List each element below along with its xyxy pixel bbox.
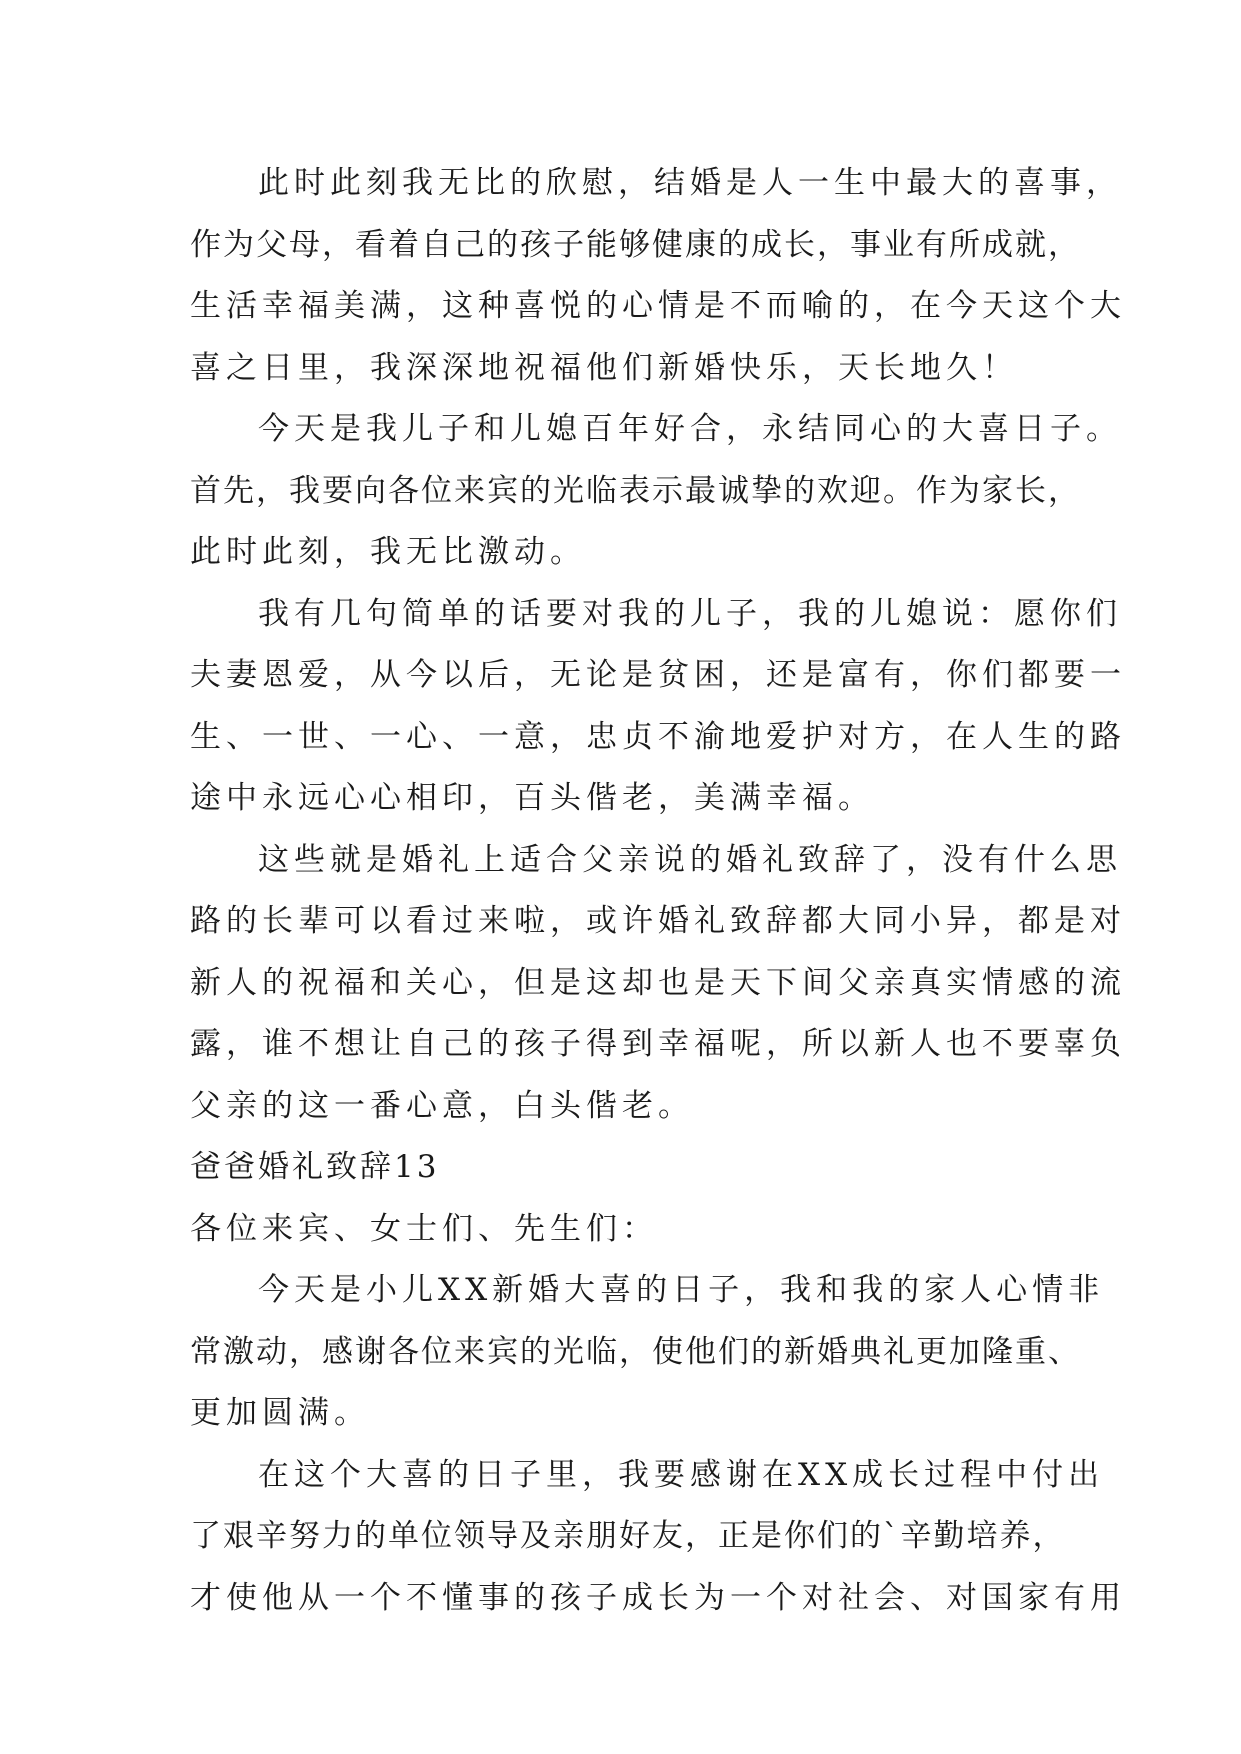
text-line: 夫妻恩爱，从今以后，无论是贫困，还是富有，你们都要一 <box>190 657 1126 693</box>
section-heading: 爸爸婚礼致辞13 <box>190 1149 440 1185</box>
document-body <box>190 153 1126 1629</box>
text-line: 今天是我儿子和儿媳百年好合，永结同心的大喜日子。 <box>258 411 1122 447</box>
salutation-line: 各位来宾、女士们、先生们： <box>190 1210 658 1247</box>
text-line: 露，谁不想让自己的孩子得到幸福呢，所以新人也不要辜负 <box>190 1026 1126 1062</box>
text-line: 这些就是婚礼上适合父亲说的婚礼致辞了，没有什么思 <box>258 841 1122 878</box>
text-line: 途中永远心心相印，百头偕老，美满幸福。 <box>190 780 874 816</box>
text-line: 才使他从一个不懂事的孩子成长为一个对社会、对国家有用 <box>190 1579 1126 1616</box>
text-line: 在这个大喜的日子里，我要感谢在XX成长过程中付出 <box>258 1456 1105 1493</box>
text-line: 更加圆满。 <box>190 1395 370 1431</box>
text-line: 父亲的这一番心意，白头偕老。 <box>190 1087 694 1124</box>
text-line: 路的长辈可以看过来啦，或许婚礼致辞都大同小异，都是对 <box>190 903 1126 939</box>
text-line: 此时此刻，我无比激动。 <box>190 534 586 570</box>
text-line: 首先，我要向各位来宾的光临表示最诚挚的欢迎。作为家长， <box>190 472 1081 509</box>
text-line: 今天是小儿XX新婚大喜的日子，我和我的家人心情非 <box>258 1272 1105 1308</box>
text-line: 此时此刻我无比的欣慰，结婚是人一生中最大的喜事， <box>258 165 1122 201</box>
text-line: 我有几句简单的话要对我的儿子，我的儿媳说：愿你们 <box>258 595 1122 632</box>
text-line: 生活幸福美满，这种喜悦的心情是不而喻的，在今天这个大 <box>190 288 1126 324</box>
text-line: 生、一世、一心、一意，忠贞不渝地爱护对方，在人生的路 <box>190 718 1126 755</box>
text-line: 了艰辛努力的单位领导及亲朋好友，正是你们的`辛勤培养， <box>190 1518 1066 1554</box>
text-line: 常激动，感谢各位来宾的光临，使他们的新婚典礼更加隆重、 <box>190 1333 1081 1370</box>
text-line: 作为父母，看着自己的孩子能够健康的成长，事业有所成就， <box>190 226 1081 263</box>
text-line: 新人的祝福和关心，但是这却也是天下间父亲真实情感的流 <box>190 964 1126 1001</box>
text-line: 喜之日里，我深深地祝福他们新婚快乐，天长地久！ <box>190 349 1018 386</box>
